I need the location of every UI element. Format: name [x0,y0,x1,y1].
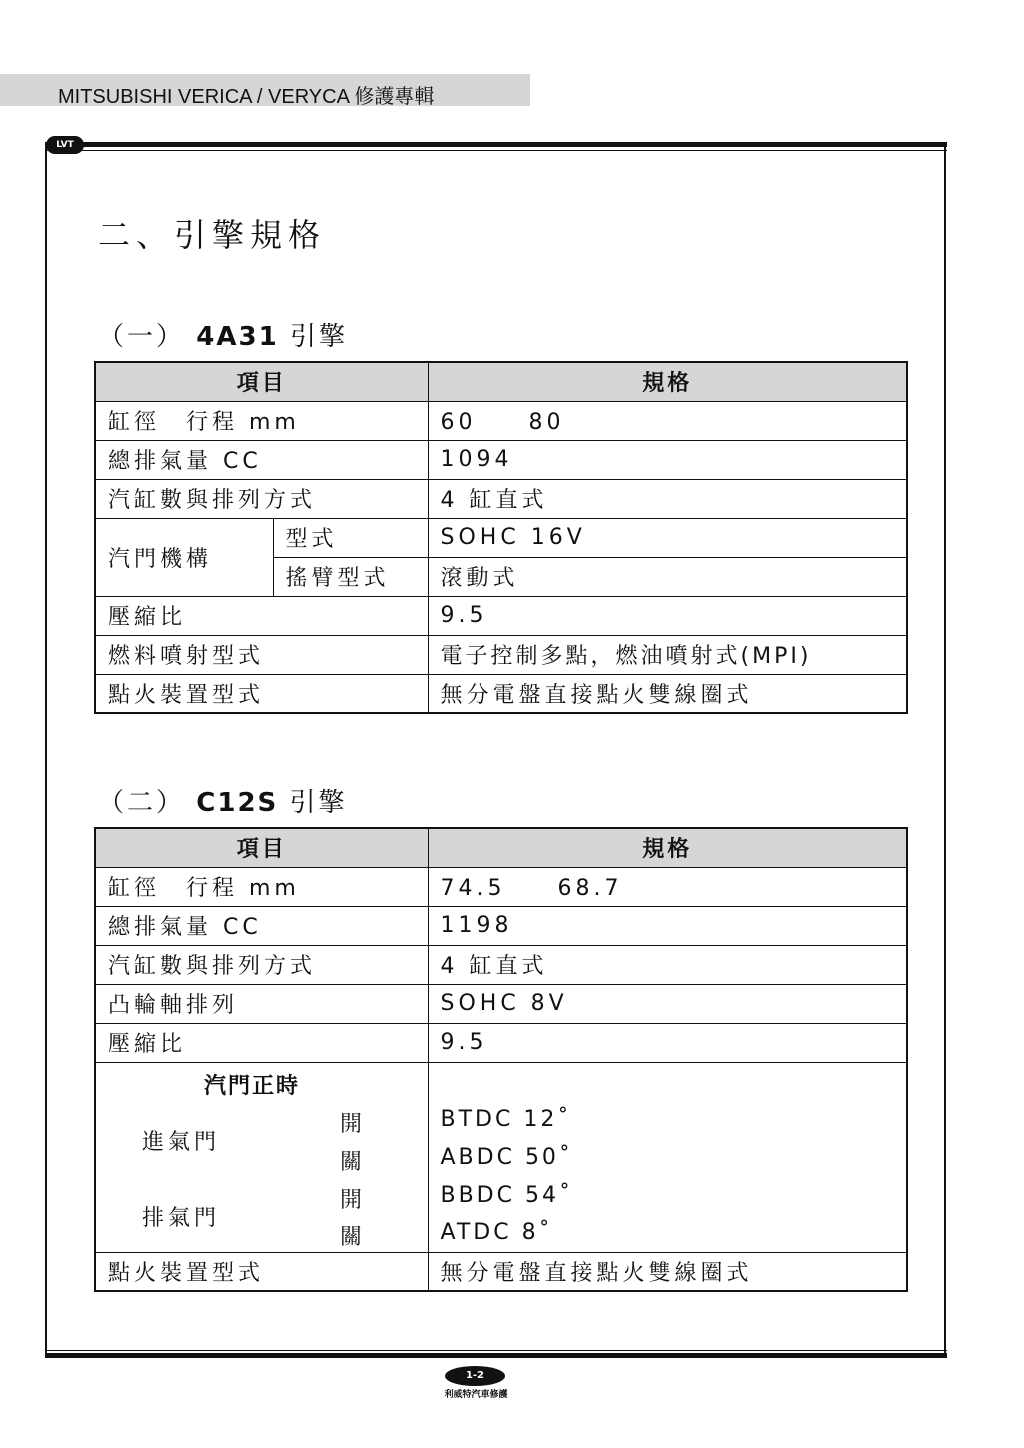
page-title: 二、引擎規格 [98,216,327,254]
header-spec: 規格 [428,362,907,401]
header-item: 項目 [95,362,428,401]
page-number: 1-2 [445,1366,505,1386]
exhaust-close-label: 關 [340,1224,363,1250]
row-label: 汽缸數與排列方式 [95,945,428,984]
row-label: 壓縮比 [95,596,428,635]
bottom-rule [45,1353,947,1358]
section-1-title [98,316,348,353]
exhaust-close-value: ATDC 8˚ [440,1219,553,1245]
row-label: 點火裝置型式 [95,1252,428,1291]
table-row [95,518,907,557]
section-2-prefix: （二） [98,788,186,818]
frame-left-border [45,147,47,1353]
table-row [95,479,907,518]
exhaust-open-label: 開 [340,1187,363,1213]
header-title: MITSUBISHI VERICA / VERYCA 修護專輯 [58,86,435,108]
rocker-type-value: 滾動式 [428,557,907,596]
table-row [95,674,907,713]
table-header-row [95,362,907,401]
section-2-title [98,782,348,819]
row-value: 9.5 [428,1023,907,1062]
valve-type-value: SOHC 16V [428,518,907,557]
section-1-suffix: 引擎 [289,322,348,352]
row-value: 無分電盤直接點火雙線圈式 [428,1252,907,1291]
intake-valve-label: 進氣門 [142,1129,221,1155]
header-spec: 規格 [428,828,907,867]
footer-caption: 利威特汽車修護 [444,1390,508,1400]
bottom-rule-thin [45,1350,947,1351]
exhaust-open-value: BBDC 54˚ [440,1182,573,1208]
row-label: 凸輪軸排列 [95,984,428,1023]
row-value: 60 80 [428,401,907,440]
table-header-row [95,828,907,867]
intake-close-value: ABDC 50˚ [440,1144,573,1170]
row-label: 總排氣量 CC [95,906,428,945]
table-row [95,635,907,674]
valve-timing-labels [95,1062,428,1252]
valve-mechanism-label: 汽門機構 [95,518,273,596]
row-label: 點火裝置型式 [95,674,428,713]
exhaust-valve-label: 排氣門 [142,1205,221,1231]
row-value: 電子控制多點，燃油噴射式(MPI) [428,635,907,674]
row-label: 缸徑 行程 mm [95,401,428,440]
section-1-engine: 4A31 [196,322,279,352]
row-value: SOHC 8V [428,984,907,1023]
rocker-type-label: 搖臂型式 [273,557,428,596]
header-item: 項目 [95,828,428,867]
spec-table-c12s [94,827,908,1292]
row-label: 燃料噴射型式 [95,635,428,674]
section-2-engine: C12S [196,788,279,818]
table-row [95,1252,907,1291]
top-rule-thin [45,150,947,151]
valve-type-label: 型式 [273,518,428,557]
table-row [95,440,907,479]
valve-timing-values [428,1062,907,1252]
table-row [95,867,907,906]
row-value: 1094 [428,440,907,479]
row-value: 4 缸直式 [428,479,907,518]
table-row [95,984,907,1023]
valve-timing-heading: 汽門正時 [204,1073,301,1099]
table-row [95,401,907,440]
spec-table-4a31 [94,361,908,714]
row-label: 缸徑 行程 mm [95,867,428,906]
row-value: 74.5 68.7 [428,867,907,906]
intake-close-label: 關 [340,1149,363,1175]
row-value: 9.5 [428,596,907,635]
section-2-suffix: 引擎 [289,788,348,818]
row-value: 無分電盤直接點火雙線圈式 [428,674,907,713]
row-label: 汽缸數與排列方式 [95,479,428,518]
top-rule [45,142,947,147]
row-label: 壓縮比 [95,1023,428,1062]
table-row [95,1023,907,1062]
row-value: 4 缸直式 [428,945,907,984]
frame-right-border [944,147,946,1353]
intake-open-value: BTDC 12˚ [440,1106,572,1132]
section-1-prefix: （一） [98,322,186,352]
row-label: 總排氣量 CC [95,440,428,479]
valve-timing-row [95,1062,907,1252]
intake-open-label: 開 [340,1111,363,1137]
table-row [95,945,907,984]
publisher-logo: LVT [46,136,84,154]
row-value: 1198 [428,906,907,945]
table-row [95,596,907,635]
table-row [95,906,907,945]
